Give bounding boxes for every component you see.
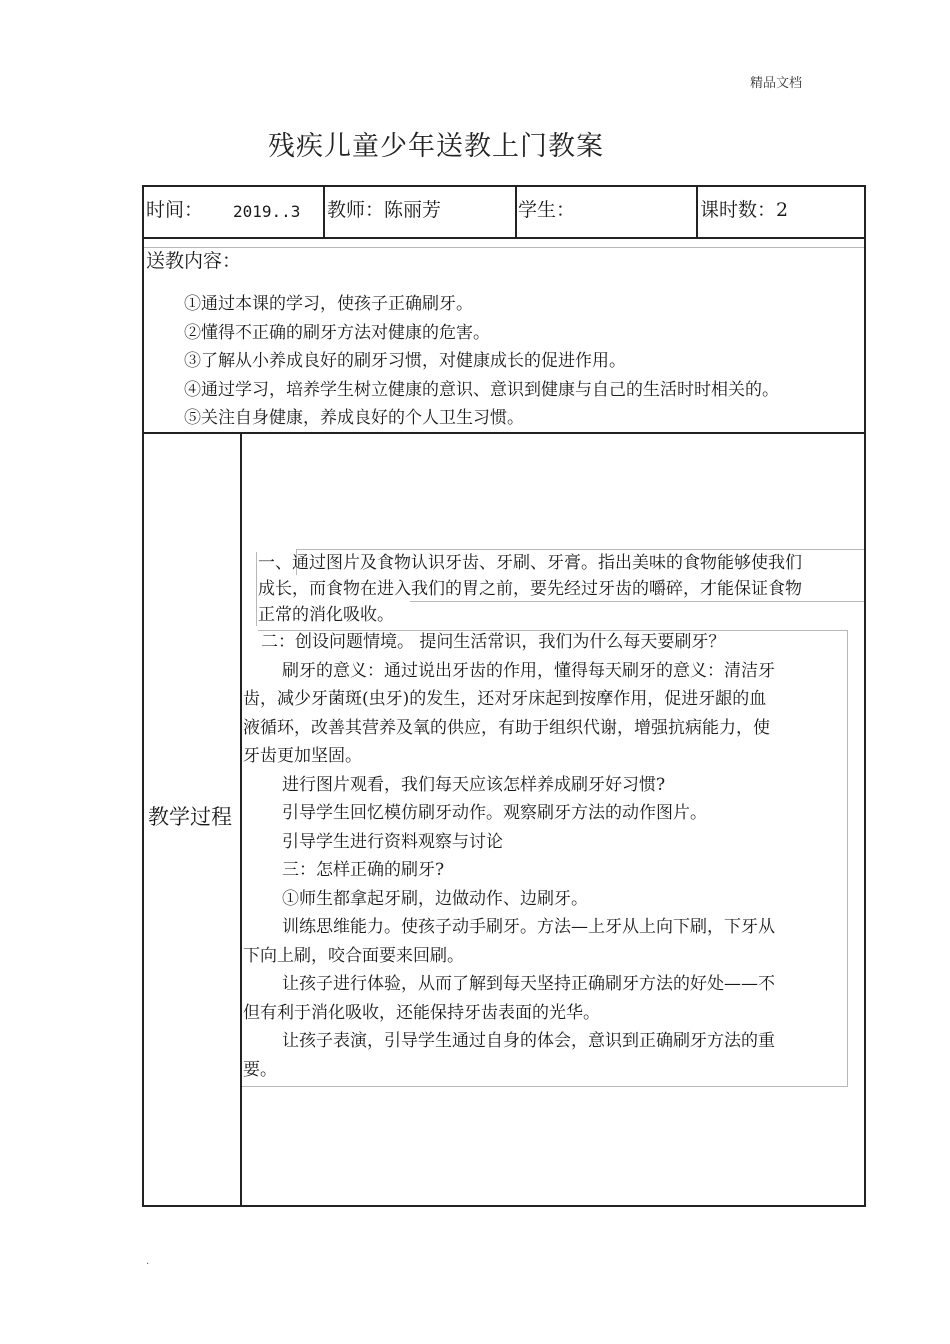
process-line: 液循环，改善其营养及氧的供应，有助于组织代谢，增强抗病能力，使 [243,717,770,738]
process-line: 牙齿更加坚固。 [243,746,362,766]
row-divider-info [142,237,866,239]
process-line: 下向上刷，咬合面要来回刷。 [243,945,464,966]
content-item: ①通过本课的学习，使孩子正确刷牙。 [184,294,473,314]
table-top-border [142,185,866,187]
student-field: 学生： [518,199,576,221]
paragraph-line: 一、通过图片及食物认识牙齿、牙刷、牙膏。指出美味的食物能够使我们 [258,553,802,573]
process-line: 三：怎样正确的刷牙? [282,860,445,880]
process-line: 让孩子进行体验，从而了解到每天坚持正确刷牙方法的好处——不 [282,974,775,994]
content-label: 送教内容： [146,250,242,272]
process-label: 教学过程 [148,805,232,829]
page-title: 残疾儿童少年送教上门教案 [268,131,604,162]
watermark-text: 精品文档 [750,76,803,91]
content-item: ④通过学习，培养学生树立健康的意识、意识到健康与自己的生活时时相关的。 [184,379,779,400]
table-bottom-border [142,1205,866,1207]
process-line: ①师生都拿起牙刷，边做动作、边刷牙。 [282,888,588,909]
process-steps [243,628,775,1084]
process-label-divider [240,432,242,1206]
time-value: 2019..3 [233,202,301,221]
col-divider-3 [696,185,698,238]
content-item: ③了解从小养成良好的刷牙习惯，对健康成长的促进作用。 [184,351,626,371]
content-box-top [144,247,864,248]
process-line: 进行图片观看，我们每天应该怎样养成刷牙好习惯? [282,774,666,795]
content-item: ②懂得不正确的刷牙方法对健康的危害。 [184,322,490,343]
content-list [184,290,779,433]
para2-box-bottom [242,1086,848,1087]
col-divider-1 [323,185,325,238]
paragraph-line: 正常的消化吸收。 [258,605,394,625]
process-intro-paragraph [258,550,802,628]
para2-box-right [847,630,848,1086]
col-divider-2 [515,185,517,238]
table-right-border [864,185,866,1206]
content-item: ⑤关注自身健康，养成良好的个人卫生习惯。 [184,408,524,428]
process-line: 训练思维能力。使孩子动手刷牙。方法—上牙从上向下刷，下牙从 [282,917,775,937]
time-label: 时间： [146,199,204,221]
footer-mark: . [146,1256,150,1267]
process-line: 引导学生回忆模仿刷牙动作。观察刷牙方法的动作图片。 [282,803,707,823]
table-left-border [142,185,144,1206]
process-line: 二：创设问题情境。 提问生活常识，我们为什么每天要刷牙？ [261,632,726,652]
process-line: 让孩子表演，引导学生通过自身的体会，意识到正确刷牙方法的重 [282,1031,775,1051]
para1-box-left [256,552,257,626]
process-line: 引导学生进行资料观察与讨论 [282,831,503,852]
process-line: 刷牙的意义：通过说出牙齿的作用，懂得每天刷牙的意义：清洁牙 [282,660,775,681]
process-line: 要。 [243,1059,277,1080]
lesson-hours-field: 课时数：2 [700,199,789,221]
paragraph-line: 成长，而食物在进入我们的胃之前，要先经过牙齿的嚼碎，才能保证食物 [258,579,802,599]
teacher-field: 教师：陈丽芳 [327,199,442,221]
process-line: 齿，减少牙菌斑(虫牙)的发生，还对牙床起到按摩作用，促进牙龈的血 [243,689,767,709]
process-line: 但有利于消化吸收，还能保持牙齿表面的光华。 [243,1002,600,1023]
